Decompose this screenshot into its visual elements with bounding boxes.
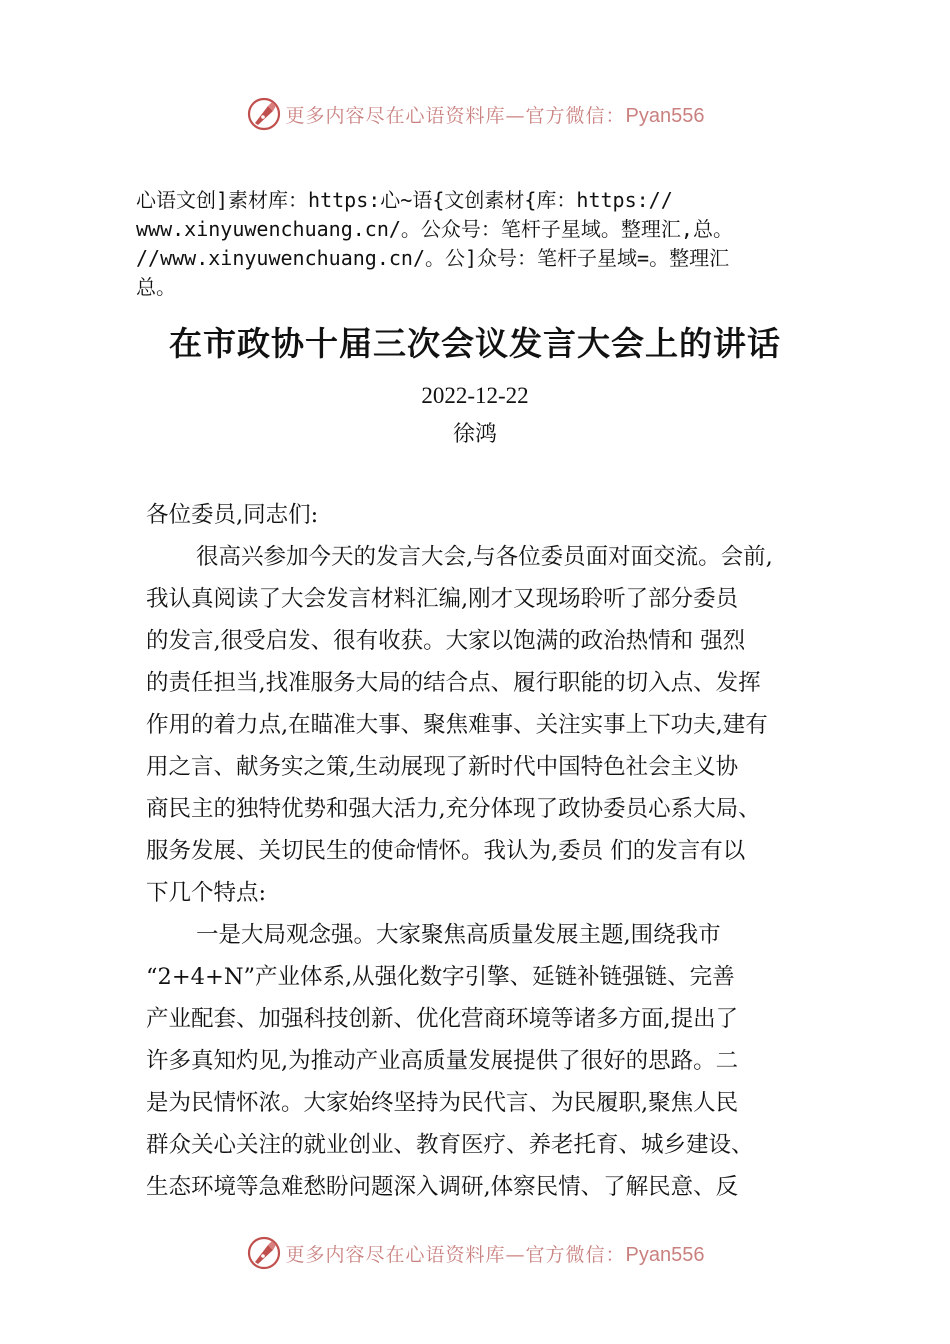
body-line: 作用的着力点,在瞄准大事、聚焦难事、关注实事上下功夫,建有 [146,712,768,738]
body-line: 我认真阅读了大会发言材料汇编,刚才又现场聆听了部分委员 [146,586,739,612]
source-note-line: 总。 [136,275,176,299]
body-line: 生态环境等急难愁盼问题深入调研,体察民情、了解民意、反 [146,1174,739,1200]
body-line: 产业配套、加强科技创新、优化营商环境等诸多方面,提出了 [146,1006,739,1032]
watermark-wechat-id: Pyan556 [625,104,705,127]
watermark-wechat-id: Pyan556 [625,1243,705,1266]
body-line: 很高兴参加今天的发言大会,与各位委员面对面交流。会前, [196,544,773,570]
body-line: 各位委员,同志们: [146,502,319,528]
watermark-banner-bottom [0,1231,950,1275]
body-line: 许多真知灼见,为推动产业高质量发展提供了很好的思路。二 [146,1048,739,1074]
body-line: 一是大局观念强。大家聚焦高质量发展主题,围绕我市 [196,922,721,948]
body-line: 用之言、献务实之策,生动展现了新时代中国特色社会主义协 [146,754,739,780]
body-line: 群众关心关注的就业创业、教育医疗、养老托育、城乡建设、 [146,1132,754,1158]
source-note-line: 心语文创]素材库：https:心~语{文创素材{库：https:// [136,188,673,212]
document-author: 徐鸿 [452,422,497,447]
body-line: “2+4+N”产业体系,从强化数字引擎、延链补链强链、完善 [146,964,735,990]
pen-nib-circle-icon [246,1235,282,1271]
watermark-text: 更多内容尽在心语资料库—官方微信：Pyan556 [285,1243,705,1266]
pen-nib-circle-icon [246,96,282,132]
body-line: 的责任担当,找准服务大局的结合点、履行职能的切入点、发挥 [146,670,761,696]
body-line: 下几个特点: [146,880,267,906]
source-note-line: www.xinyuwenchuang.cn/。公众号：笔杆子星域。整理汇,总。 [136,217,733,241]
document-title: 在市政协十届三次会议发言大会上的讲话 [169,324,781,363]
source-note-line: //www.xinyuwenchuang.cn/。公]众号：笔杆子星域=。整理汇 [136,246,730,270]
watermark-banner-top [0,92,950,136]
source-note [136,186,836,302]
body-line: 是为民情怀浓。大家始终坚持为民代言、为民履职,聚焦人民 [146,1090,739,1116]
body-line: 商民主的独特优势和强大活力,充分体现了政协委员心系大局、 [146,796,761,822]
body-line: 的发言,很受启发、很有收获。大家以饱满的政治热情和 强烈 [146,628,746,654]
watermark-text: 更多内容尽在心语资料库—官方微信：Pyan556 [285,104,705,127]
body-line: 服务发展、关切民生的使命情怀。我认为,委员 们的发言有以 [146,838,746,864]
document-body [146,494,846,1208]
document-date: 2022-12-22 [421,383,529,408]
